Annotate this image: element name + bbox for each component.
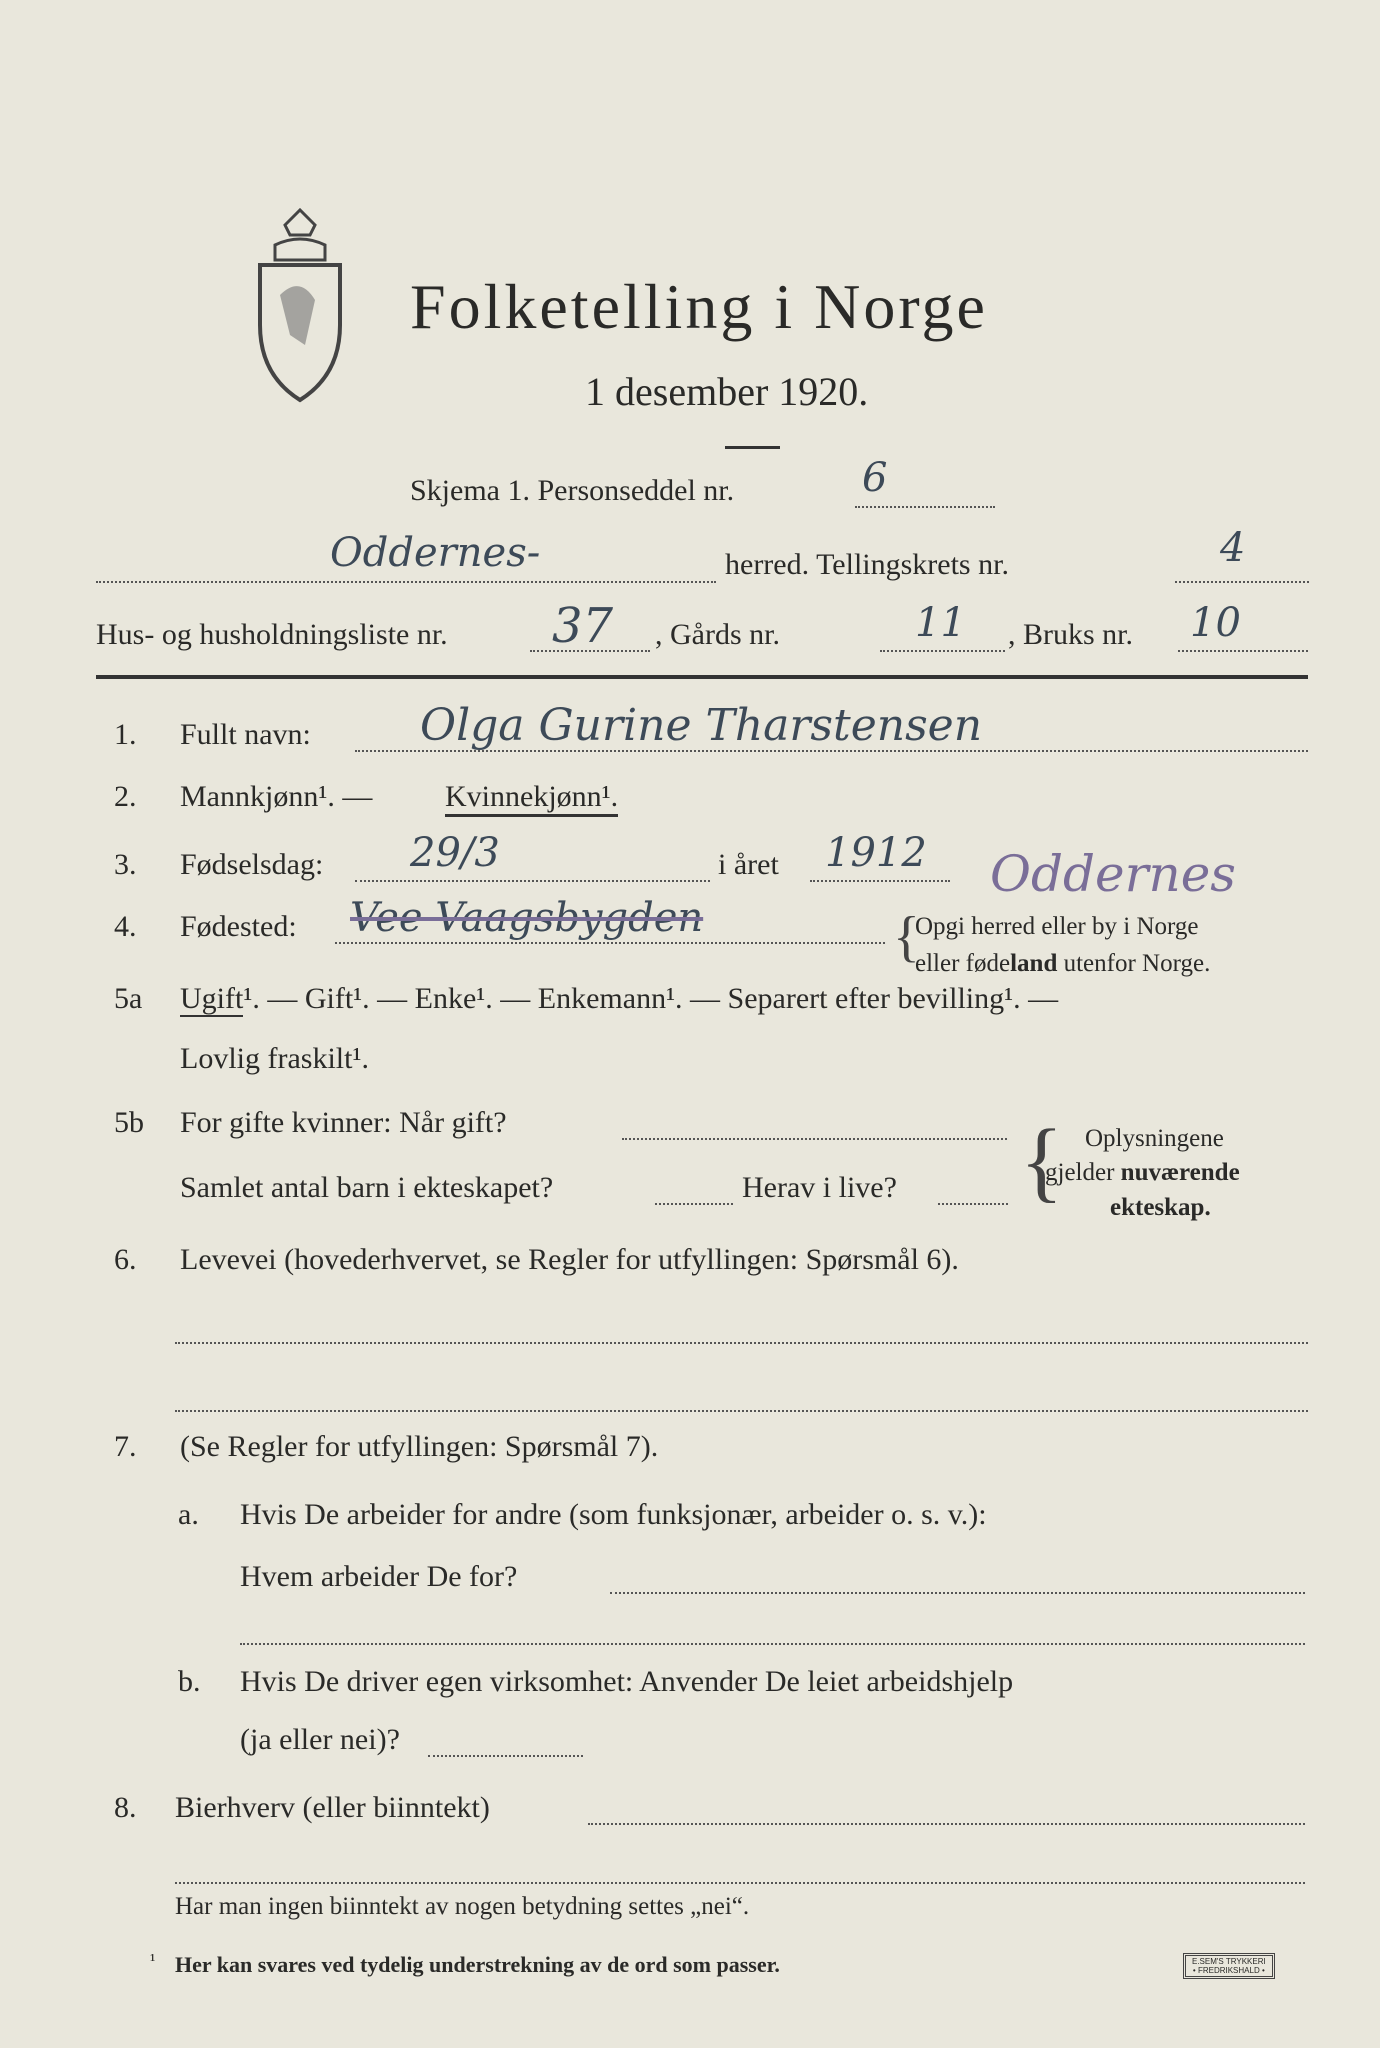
alive-label: Herav i live? (742, 1171, 897, 1204)
personseddel-nr[interactable]: 6 (862, 455, 888, 501)
q5a-number: 5a (114, 982, 143, 1015)
bruks-label: , Bruks nr. (1008, 618, 1134, 651)
birthplace-struck-value[interactable]: Vee Vaagsbygden (350, 895, 704, 941)
birth-year-value[interactable]: 1912 (825, 830, 927, 876)
hired-help-label: (ja eller nei)? (240, 1723, 400, 1756)
birthplace-note-2: eller fødeland utenfor Norge. (915, 950, 1211, 977)
census-date: 1 desember 1920. (585, 369, 869, 414)
census-form: Folketelling i Norge 1 desember 1920. Skjema 1. Personseddel nr. 6 Oddernes- herred. Tellingskrets nr. 4 Hus- og husholdningsliste nr. 37 , Gårds nr. 11 , Bruks nr. 10 1. Fullt navn: Olga Gurine Tharstensen 2. Mannkjønn¹. — Kvinnekjønn¹. 3. Fødselsdag: 29/3 i året 1912 Oddernes 4. Fødested: Vee Vaagsbygden { Opgi herred eller by i Norge eller fødeland utenfor Norge. 5a Ugift¹. — Gift¹. — Enke¹. — Enkemann¹. — Separert efter bevilling¹. — Lovlig fraskilt¹. 5b For gifte kvinner: Når gift? Samlet antal barn i ekteskapet? Herav i live? { Oplysningene gjelder nuværende ekteskap. 6. Levevei (hovederhvervet, se Regler for utfyllingen: Spørsmål 6). 7. (Se Regler for utfyllingen: Spørsmål 7). a. Hvis De arbeider for andre (som funksjonær, arbeider o. s. v.): Hvem arbeider De for? b. Hvis De driver egen virksomhet: Anvender De leiet arbeidshjelp (ja eller nei)? 8. Bierhverv (eller biinntekt) Har man ingen biinntekt av nogen betydning settes „nei“. ¹ Her kan svares ved tydelig understrekning av de ord som passer. E.SEM'S TRYKKERI • FREDRIKSHALD • (0, 0, 1380, 2048)
side-income-label: Bierhverv (eller biinntekt) (175, 1791, 490, 1824)
q6-number: 6. (114, 1243, 137, 1276)
employer-label: Hvem arbeider De for? (240, 1560, 518, 1593)
q3-number: 3. (114, 848, 137, 881)
q7a-label: Hvis De arbeider for andre (som funksjonær, arbeider o. s. v.): (240, 1498, 987, 1531)
q7-number: 7. (114, 1430, 137, 1463)
hus-nr[interactable]: 37 (552, 598, 614, 654)
q7b-label: Hvis De driver egen virksomhet: Anvender De leiet arbeidshjelp (240, 1665, 1014, 1698)
coat-of-arms-icon (245, 205, 355, 405)
footnote: Her kan svares ved tydelig understrekning av de ord som passer. (175, 1952, 780, 1977)
gender-female-option[interactable]: Kvinnekjønn¹. (445, 780, 618, 817)
thick-divider (96, 675, 1308, 679)
divider (725, 446, 780, 449)
birthplace-label: Fødested: (180, 910, 297, 943)
year-label: i året (718, 848, 779, 881)
marriage-note-3: ekteskap. (1110, 1194, 1211, 1221)
hus-label: Hus- og husholdningsliste nr. (96, 618, 448, 651)
married-when-label: For gifte kvinner: Når gift? (180, 1106, 507, 1139)
q8-number: 8. (114, 1791, 137, 1824)
unmarried-option: Ugift (180, 982, 244, 1015)
gards-label: , Gårds nr. (655, 618, 780, 651)
full-name-label: Fullt navn: (180, 718, 311, 751)
children-label: Samlet antal barn i ekteskapet? (180, 1171, 554, 1204)
marriage-note-1: Oplysningene (1085, 1125, 1224, 1152)
q7a-number: a. (178, 1498, 199, 1531)
side-income-note: Har man ingen biinntekt av nogen betydning settes „nei“. (175, 1893, 750, 1920)
marriage-note-2: gjelder nuværende (1045, 1159, 1240, 1186)
birthplace-note: Opgi herred eller by i Norge (915, 913, 1199, 940)
marital-status-options[interactable]: Ugift¹. — Gift¹. — Enke¹. — Enkemann¹. — Separert efter bevilling¹. — (180, 982, 1059, 1015)
printer-stamp: E.SEM'S TRYKKERI • FREDRIKSHALD • (1183, 1953, 1275, 1979)
q1-number: 1. (114, 718, 137, 751)
birthplace-correction[interactable]: Oddernes (990, 845, 1236, 903)
q7b-number: b. (178, 1665, 201, 1698)
footnote-mark: ¹ (150, 1950, 156, 1970)
full-name-value[interactable]: Olga Gurine Tharstensen (420, 700, 983, 751)
gards-nr[interactable]: 11 (915, 600, 966, 646)
occupation-label: Levevei (hovederhvervet, se Regler for utfyllingen: Spørsmål 6). (180, 1243, 959, 1276)
birthdate-value[interactable]: 29/3 (410, 830, 500, 876)
q5b-number: 5b (114, 1106, 144, 1139)
herred-label: herred. Tellingskrets nr. (725, 548, 1009, 581)
divorced-option[interactable]: Lovlig fraskilt¹. (180, 1042, 369, 1075)
gender-male-option[interactable]: Mannkjønn¹. — (180, 780, 373, 813)
schema-label: Skjema 1. Personseddel nr. (410, 474, 735, 507)
q2-number: 2. (114, 780, 137, 813)
municipality-value[interactable]: Oddernes- (330, 530, 541, 576)
birthdate-label: Fødselsdag: (180, 848, 324, 881)
q7-label: (Se Regler for utfyllingen: Spørsmål 7). (180, 1430, 659, 1463)
bruks-nr[interactable]: 10 (1190, 600, 1241, 646)
tellingskrets-nr[interactable]: 4 (1220, 525, 1246, 571)
q4-number: 4. (114, 910, 137, 943)
form-title: Folketelling i Norge (410, 271, 988, 342)
